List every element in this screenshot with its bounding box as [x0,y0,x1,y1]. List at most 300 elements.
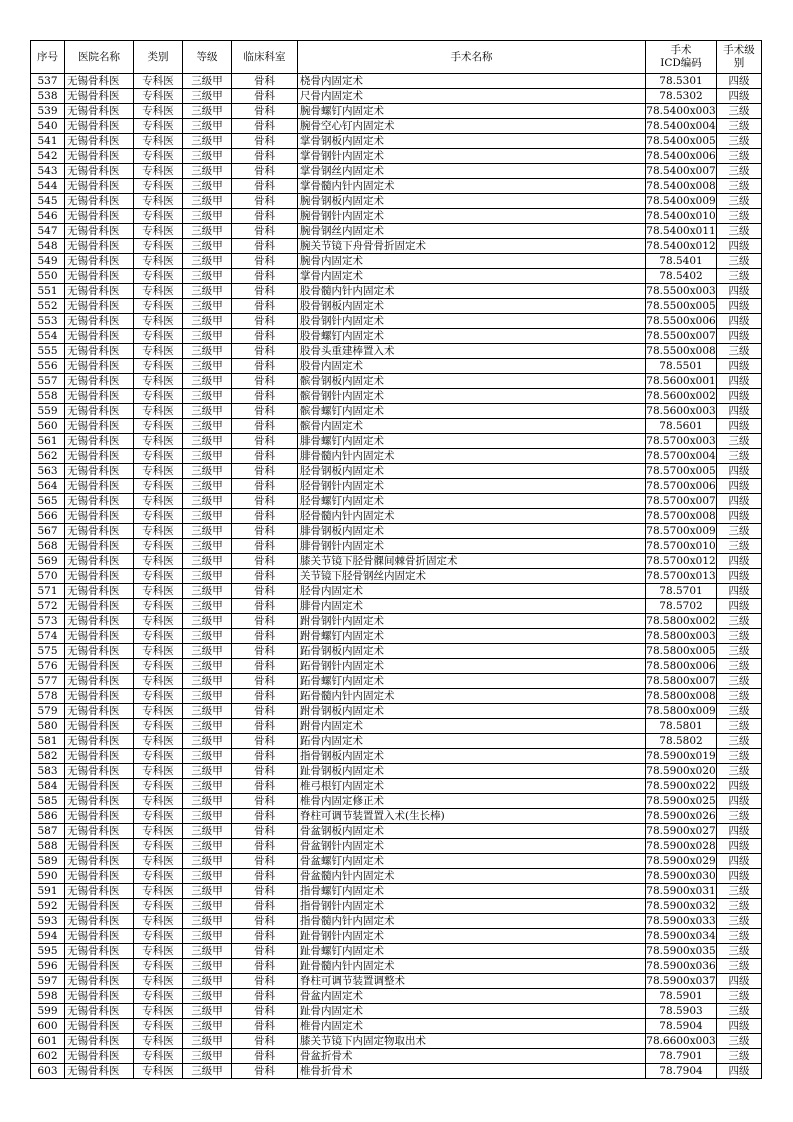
cell-hospital: 无锡骨科医 [65,269,134,284]
table-row [31,959,762,974]
cell-grade: 三级 [717,134,762,149]
cell-icd-code: 78.5400x005 [646,135,716,147]
cell-surgery-name: 椎骨折骨术 [298,1064,646,1079]
cell-hospital: 无锡骨科医 [65,779,134,794]
cell-seq: 575 [31,644,65,659]
cell-hospital: 无锡骨科医 [65,959,134,974]
cell-surgery-name: 膝关节镜下内固定物取出术 [298,1034,646,1049]
cell-icd-code: 78.5400x010 [646,210,716,222]
table-body [31,74,762,1079]
cell-level: 三级甲 [183,269,232,284]
table-row [31,194,762,209]
cell-category: 专科医 [134,449,183,464]
cell-surgery-name: 胫骨钢板内固定术 [298,464,646,479]
cell-surgery-name: 腕骨钢板内固定术 [298,194,646,209]
cell-dept: 骨科 [232,839,298,854]
table-row [31,674,762,689]
cell-grade: 三级 [717,944,762,959]
cell-dept: 骨科 [232,224,298,239]
cell-icd-code: 78.5900x034 [646,930,716,942]
cell-icd-code: 78.5900x029 [646,855,716,867]
cell-icd-code: 78.5501 [646,359,717,374]
cell-level: 三级甲 [183,254,232,269]
cell-level: 三级甲 [183,299,232,314]
cell-hospital: 无锡骨科医 [65,944,134,959]
cell-hospital: 无锡骨科医 [65,524,134,539]
cell-category: 专科医 [134,74,183,89]
cell-grade: 四级 [717,794,762,809]
cell-category: 专科医 [134,254,183,269]
cell-grade: 三级 [717,224,762,239]
cell-seq: 565 [31,494,65,509]
cell-hospital: 无锡骨科医 [65,239,134,254]
cell-seq: 596 [31,959,65,974]
cell-hospital: 无锡骨科医 [65,974,134,989]
cell-hospital: 无锡骨科医 [65,899,134,914]
cell-seq: 594 [31,929,65,944]
cell-seq: 583 [31,764,65,779]
cell-icd-code: 78.5400x012 [646,240,716,252]
cell-hospital: 无锡骨科医 [65,914,134,929]
cell-grade: 三级 [717,539,762,554]
cell-grade: 三级 [717,734,762,749]
cell-icd-code: 78.5801 [646,719,717,734]
cell-seq: 582 [31,749,65,764]
cell-seq: 550 [31,269,65,284]
cell-level: 三级甲 [183,554,232,569]
cell-level: 三级甲 [183,389,232,404]
cell-surgery-name: 骨盆钢针内固定术 [298,839,646,854]
cell-hospital: 无锡骨科医 [65,809,134,824]
cell-icd-code: 78.5800x007 [646,675,716,687]
cell-category: 专科医 [134,974,183,989]
cell-dept: 骨科 [232,269,298,284]
cell-icd-code: 78.5901 [646,989,717,1004]
cell-category: 专科医 [134,224,183,239]
header-category: 类别 [134,41,183,74]
cell-seq: 585 [31,794,65,809]
cell-seq: 588 [31,839,65,854]
cell-surgery-name: 骨盆螺钉内固定术 [298,854,646,869]
cell-hospital: 无锡骨科医 [65,884,134,899]
cell-hospital: 无锡骨科医 [65,854,134,869]
cell-seq: 584 [31,779,65,794]
cell-level: 三级甲 [183,959,232,974]
cell-dept: 骨科 [232,239,298,254]
cell-icd-code: 78.5400x007 [646,165,716,177]
cell-seq: 586 [31,809,65,824]
cell-level: 三级甲 [183,419,232,434]
cell-category: 专科医 [134,839,183,854]
cell-level: 三级甲 [183,374,232,389]
header-grade-line2: 别 [733,57,745,69]
cell-hospital: 无锡骨科医 [65,1034,134,1049]
cell-surgery-name: 骨盆折骨术 [298,1049,646,1064]
header-grade-line1: 手术级 [723,44,755,56]
cell-level: 三级甲 [183,809,232,824]
cell-seq: 600 [31,1019,65,1034]
cell-category: 专科医 [134,509,183,524]
cell-icd-code: 78.5800x006 [646,660,716,672]
cell-hospital: 无锡骨科医 [65,719,134,734]
cell-surgery-name: 髌骨钢针内固定术 [298,389,646,404]
cell-icd-code: 78.5900x030 [646,870,716,882]
cell-seq: 574 [31,629,65,644]
cell-surgery-name: 腓骨钢针内固定术 [298,539,646,554]
cell-level: 三级甲 [183,584,232,599]
cell-dept: 骨科 [232,359,298,374]
cell-icd-code: 78.5400x006 [646,150,716,162]
cell-category: 专科医 [134,89,183,104]
cell-grade: 三级 [717,524,762,539]
cell-seq: 568 [31,539,65,554]
cell-level: 三级甲 [183,779,232,794]
table-row [31,494,762,509]
cell-seq: 542 [31,149,65,164]
cell-hospital: 无锡骨科医 [65,764,134,779]
cell-icd-code: 78.5700x008 [646,510,716,522]
cell-surgery-name: 跖骨内固定术 [298,734,646,749]
cell-hospital: 无锡骨科医 [65,209,134,224]
table-row [31,554,762,569]
table-row [31,179,762,194]
cell-category: 专科医 [134,389,183,404]
table-row [31,104,762,119]
cell-seq: 556 [31,359,65,374]
cell-category: 专科医 [134,779,183,794]
cell-surgery-name: 股骨螺钉内固定术 [298,329,646,344]
cell-grade: 三级 [717,434,762,449]
cell-category: 专科医 [134,944,183,959]
cell-level: 三级甲 [183,764,232,779]
cell-dept: 骨科 [232,164,298,179]
cell-seq: 572 [31,599,65,614]
cell-dept: 骨科 [232,674,298,689]
cell-hospital: 无锡骨科医 [65,284,134,299]
cell-dept: 骨科 [232,299,298,314]
cell-grade: 四级 [717,854,762,869]
table-row [31,74,762,89]
table-row [31,149,762,164]
cell-category: 专科医 [134,209,183,224]
cell-icd-code: 78.5401 [646,254,717,269]
cell-category: 专科医 [134,629,183,644]
cell-surgery-name: 椎弓根钉内固定术 [298,779,646,794]
cell-dept: 骨科 [232,194,298,209]
cell-grade: 四级 [717,1019,762,1034]
table-row [31,419,762,434]
cell-seq: 552 [31,299,65,314]
cell-surgery-name: 脊柱可调节装置置入术(生长棒) [298,809,646,824]
table-row [31,119,762,134]
cell-hospital: 无锡骨科医 [65,299,134,314]
cell-hospital: 无锡骨科医 [65,224,134,239]
cell-seq: 595 [31,944,65,959]
cell-hospital: 无锡骨科医 [65,674,134,689]
cell-dept: 骨科 [232,449,298,464]
cell-hospital: 无锡骨科医 [65,344,134,359]
cell-surgery-name: 椎骨内固定修正术 [298,794,646,809]
cell-level: 三级甲 [183,824,232,839]
cell-category: 专科医 [134,194,183,209]
cell-dept: 骨科 [232,1034,298,1049]
cell-grade: 三级 [717,1004,762,1019]
cell-icd-code: 78.5700x009 [646,525,716,537]
cell-seq: 559 [31,404,65,419]
cell-dept: 骨科 [232,554,298,569]
cell-surgery-name: 腓骨螺钉内固定术 [298,434,646,449]
cell-grade: 四级 [717,869,762,884]
cell-grade: 三级 [717,449,762,464]
cell-grade: 四级 [717,1064,762,1079]
cell-hospital: 无锡骨科医 [65,1049,134,1064]
cell-dept: 骨科 [232,479,298,494]
cell-level: 三级甲 [183,119,232,134]
cell-category: 专科医 [134,1049,183,1064]
cell-surgery-name: 髌骨钢板内固定术 [298,374,646,389]
cell-category: 专科医 [134,719,183,734]
cell-seq: 587 [31,824,65,839]
cell-category: 专科医 [134,689,183,704]
cell-surgery-name: 胫骨内固定术 [298,584,646,599]
cell-grade: 四级 [717,404,762,419]
cell-seq: 571 [31,584,65,599]
cell-level: 三级甲 [183,479,232,494]
cell-grade: 四级 [717,89,762,104]
cell-category: 专科医 [134,464,183,479]
cell-level: 三级甲 [183,614,232,629]
cell-grade: 四级 [717,599,762,614]
cell-hospital: 无锡骨科医 [65,689,134,704]
cell-icd-code: 78.5500x005 [646,300,716,312]
cell-category: 专科医 [134,404,183,419]
cell-surgery-name: 跖骨钢板内固定术 [298,644,646,659]
table-row [31,224,762,239]
cell-surgery-name: 趾骨钢板内固定术 [298,764,646,779]
cell-hospital: 无锡骨科医 [65,329,134,344]
header-dept: 临床科室 [232,41,298,74]
cell-category: 专科医 [134,854,183,869]
cell-surgery-name: 脊柱可调节装置调整术 [298,974,646,989]
cell-grade: 四级 [717,479,762,494]
cell-level: 三级甲 [183,524,232,539]
cell-surgery-name: 腕骨钢针内固定术 [298,209,646,224]
table-row [31,359,762,374]
table-row [31,704,762,719]
cell-level: 三级甲 [183,284,232,299]
cell-grade: 三级 [717,689,762,704]
cell-surgery-name: 跗骨内固定术 [298,719,646,734]
table-row [31,254,762,269]
cell-seq: 579 [31,704,65,719]
table-row [31,539,762,554]
cell-category: 专科医 [134,179,183,194]
cell-grade: 三级 [717,704,762,719]
cell-icd-code: 78.5904 [646,1019,717,1034]
cell-seq: 590 [31,869,65,884]
document-sheet [30,40,762,1079]
cell-dept: 骨科 [232,419,298,434]
cell-level: 三级甲 [183,794,232,809]
cell-seq: 601 [31,1034,65,1049]
cell-hospital: 无锡骨科医 [65,74,134,89]
cell-level: 三级甲 [183,149,232,164]
cell-dept: 骨科 [232,644,298,659]
cell-dept: 骨科 [232,539,298,554]
cell-hospital: 无锡骨科医 [65,464,134,479]
cell-grade: 四级 [717,974,762,989]
cell-dept: 骨科 [232,929,298,944]
cell-hospital: 无锡骨科医 [65,629,134,644]
cell-surgery-name: 腕骨螺钉内固定术 [298,104,646,119]
cell-grade: 四级 [717,824,762,839]
cell-dept: 骨科 [232,1049,298,1064]
cell-hospital: 无锡骨科医 [65,359,134,374]
cell-hospital: 无锡骨科医 [65,794,134,809]
table-row [31,449,762,464]
cell-seq: 592 [31,899,65,914]
cell-category: 专科医 [134,1004,183,1019]
cell-hospital: 无锡骨科医 [65,749,134,764]
cell-seq: 599 [31,1004,65,1019]
cell-surgery-name: 腕关节镜下舟骨骨折固定术 [298,239,646,254]
cell-grade: 三级 [717,629,762,644]
cell-level: 三级甲 [183,569,232,584]
cell-dept: 骨科 [232,809,298,824]
cell-surgery-name: 股骨髓内针内固定术 [298,284,646,299]
header-seq: 序号 [31,41,65,74]
cell-surgery-name: 趾骨螺钉内固定术 [298,944,646,959]
cell-dept: 骨科 [232,104,298,119]
cell-surgery-name: 掌骨髓内针内固定术 [298,179,646,194]
cell-seq: 566 [31,509,65,524]
cell-category: 专科医 [134,584,183,599]
cell-surgery-name: 指骨钢针内固定术 [298,899,646,914]
cell-dept: 骨科 [232,1064,298,1079]
cell-surgery-name: 椎骨内固定术 [298,1019,646,1034]
cell-icd-code: 78.5802 [646,734,717,749]
cell-level: 三级甲 [183,749,232,764]
table-row [31,239,762,254]
table-row [31,509,762,524]
cell-hospital: 无锡骨科医 [65,509,134,524]
cell-category: 专科医 [134,524,183,539]
cell-seq: 578 [31,689,65,704]
cell-icd-code: 78.5301 [646,74,717,89]
cell-level: 三级甲 [183,689,232,704]
cell-dept: 骨科 [232,944,298,959]
cell-category: 专科医 [134,374,183,389]
cell-grade: 三级 [717,719,762,734]
cell-level: 三级甲 [183,839,232,854]
cell-seq: 593 [31,914,65,929]
table-row [31,569,762,584]
cell-level: 三级甲 [183,629,232,644]
cell-dept: 骨科 [232,794,298,809]
cell-seq: 563 [31,464,65,479]
cell-icd-code: 78.5900x022 [646,780,716,792]
cell-dept: 骨科 [232,149,298,164]
cell-level: 三级甲 [183,974,232,989]
cell-icd-code: 78.5400x003 [646,105,716,117]
cell-icd-code: 78.5700x005 [646,465,716,477]
cell-seq: 546 [31,209,65,224]
cell-level: 三级甲 [183,869,232,884]
cell-hospital: 无锡骨科医 [65,179,134,194]
cell-grade: 三级 [717,644,762,659]
header-hospital: 医院名称 [65,41,134,74]
cell-seq: 560 [31,419,65,434]
cell-surgery-name: 腓骨内固定术 [298,599,646,614]
cell-hospital: 无锡骨科医 [65,539,134,554]
header-grade [717,41,762,74]
cell-surgery-name: 跖骨螺钉内固定术 [298,674,646,689]
cell-hospital: 无锡骨科医 [65,644,134,659]
cell-dept: 骨科 [232,1019,298,1034]
table-row [31,269,762,284]
cell-category: 专科医 [134,734,183,749]
cell-grade: 三级 [717,104,762,119]
cell-dept: 骨科 [232,329,298,344]
cell-surgery-name: 尺骨内固定术 [298,89,646,104]
cell-seq: 576 [31,659,65,674]
table-row [31,464,762,479]
cell-seq: 551 [31,284,65,299]
cell-category: 专科医 [134,704,183,719]
cell-hospital: 无锡骨科医 [65,479,134,494]
table-row [31,914,762,929]
cell-grade: 四级 [717,779,762,794]
cell-icd-code: 78.5402 [646,269,717,284]
cell-dept: 骨科 [232,824,298,839]
cell-icd-code: 78.5900x037 [646,975,716,987]
cell-surgery-name: 指骨髓内针内固定术 [298,914,646,929]
cell-category: 专科医 [134,674,183,689]
cell-icd-code: 78.5900x033 [646,915,716,927]
cell-icd-code: 78.5500x003 [646,285,716,297]
cell-grade: 三级 [717,614,762,629]
cell-seq: 591 [31,884,65,899]
cell-hospital: 无锡骨科医 [65,314,134,329]
cell-grade: 三级 [717,884,762,899]
cell-icd-code: 78.5900x027 [646,825,716,837]
cell-category: 专科医 [134,824,183,839]
cell-level: 三级甲 [183,89,232,104]
cell-icd-code: 78.5700x006 [646,480,716,492]
cell-dept: 骨科 [232,914,298,929]
table-row [31,434,762,449]
table-row [31,824,762,839]
cell-level: 三级甲 [183,599,232,614]
cell-icd-code: 78.5500x006 [646,315,716,327]
cell-icd-code: 78.5700x012 [646,555,716,567]
cell-grade: 三级 [717,269,762,284]
cell-dept: 骨科 [232,629,298,644]
cell-category: 专科医 [134,344,183,359]
table-row [31,869,762,884]
table-row [31,599,762,614]
cell-level: 三级甲 [183,989,232,1004]
cell-category: 专科医 [134,359,183,374]
cell-category: 专科医 [134,554,183,569]
table-row [31,809,762,824]
cell-dept: 骨科 [232,209,298,224]
cell-level: 三级甲 [183,674,232,689]
table-row [31,749,762,764]
cell-category: 专科医 [134,794,183,809]
cell-surgery-name: 髌骨螺钉内固定术 [298,404,646,419]
table-row [31,929,762,944]
